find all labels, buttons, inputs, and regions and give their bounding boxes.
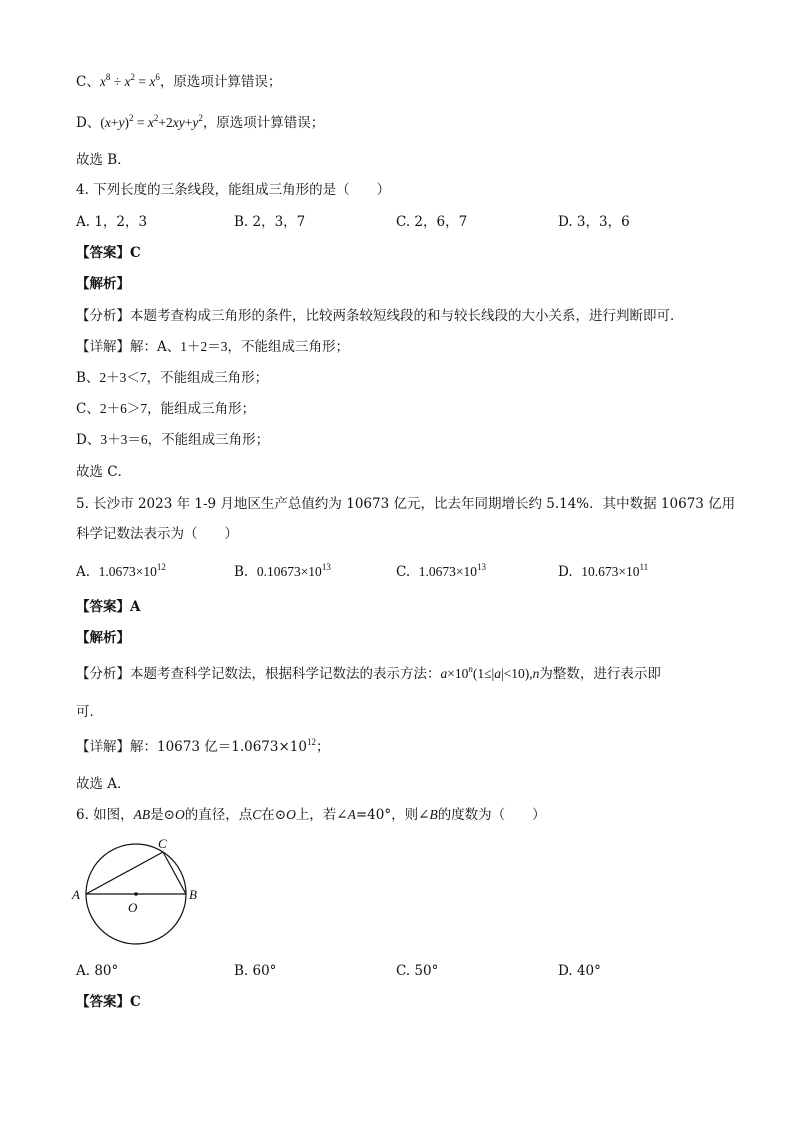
point-label-c: C (158, 836, 167, 851)
q5-option-b: B. $0.10673\times 10^{13}$ (234, 562, 331, 580)
q5-detail: 【详解】解：10673 亿$=1.0673\times 10^{12}$； (76, 737, 330, 755)
q4-stem: 4. 下列长度的三条线段，能组成三角形的是（ ） (76, 182, 391, 198)
q5-option-d: D. $10.673\times 10^{11}$ (558, 562, 649, 580)
q6-option-c: C. 50° (396, 963, 439, 979)
center-dot (134, 892, 138, 896)
q4-option-c: C. 2，6，7 (396, 214, 468, 230)
q5-option-c: C. $1.0673\times 10^{13}$ (396, 562, 486, 580)
q5-jiexi-heading: 【解析】 (76, 630, 130, 646)
q5-stem-line1: 5. 长沙市 2023 年 1-9 月地区生产总值约为 10673 亿元，比去年同期增长约 5.14%．其中数据 10673 亿用 (76, 496, 736, 512)
q6-option-a: A. 80° (76, 963, 119, 979)
q5-analysis-line2: 可． (76, 704, 103, 720)
q5-analysis-line1: 【分析】本题考查科学记数法，根据科学记数法的表示方法：$a\times 10^n(1\le|a|<10),n$为整数，进行表示即 (76, 664, 661, 682)
chord-ac (86, 852, 163, 894)
q4-answer: 【答案】C (76, 245, 141, 261)
q4-option-a: A. 1，2，3 (76, 214, 148, 230)
q4-option-b: B. 2，3，7 (234, 214, 306, 230)
q5-answer: 【答案】A (76, 599, 141, 615)
q3-option-d-line: D、$(x+y)^2 = x^2+2xy+y^2$，原选项计算错误； (76, 113, 325, 131)
q6-option-d: D. 40° (558, 963, 601, 979)
q4-detail-c: C、2＋6＞7，能组成三角形； (76, 401, 256, 417)
q6-stem: 6. 如图，AB是⊙O的直径，点C在⊙O上，若∠A=40°，则∠B的度数为（ ） (76, 807, 546, 823)
q4-jiexi-heading: 【解析】 (76, 276, 130, 292)
circle-diagram (70, 834, 210, 952)
q4-conclusion: 故选 C． (76, 464, 132, 480)
chord-cb (163, 852, 186, 894)
point-label-b: B (189, 887, 197, 902)
q5-option-a: A. $1.0673\times 10^{12}$ (76, 562, 166, 580)
q4-detail-d: D、3＋3＝6，不能组成三角形； (76, 432, 270, 448)
q5-conclusion: 故选 A． (76, 776, 131, 792)
q5-stem-line2: 科学记数法表示为（ ） (76, 526, 238, 542)
q4-analysis: 【分析】本题考查构成三角形的条件，比较两条较短线段的和与较长线段的大小关系，进行判断即可． (76, 308, 684, 324)
q3-conclusion: 故选 B． (76, 152, 131, 168)
point-label-o: O (128, 900, 138, 915)
q3-option-c-line: C、$x^8 \div x^2 = x^6$，原选项计算错误； (76, 72, 282, 90)
point-label-a: A (72, 887, 80, 902)
q6-answer: 【答案】C (76, 994, 141, 1010)
q4-option-d: D. 3，3，6 (558, 214, 630, 230)
q6-option-b: B. 60° (234, 963, 277, 979)
q4-detail-a: 【详解】解：A、1＋2＝3，不能组成三角形； (76, 339, 349, 355)
q4-detail-b: B、2＋3＜7，不能组成三角形； (76, 370, 269, 386)
